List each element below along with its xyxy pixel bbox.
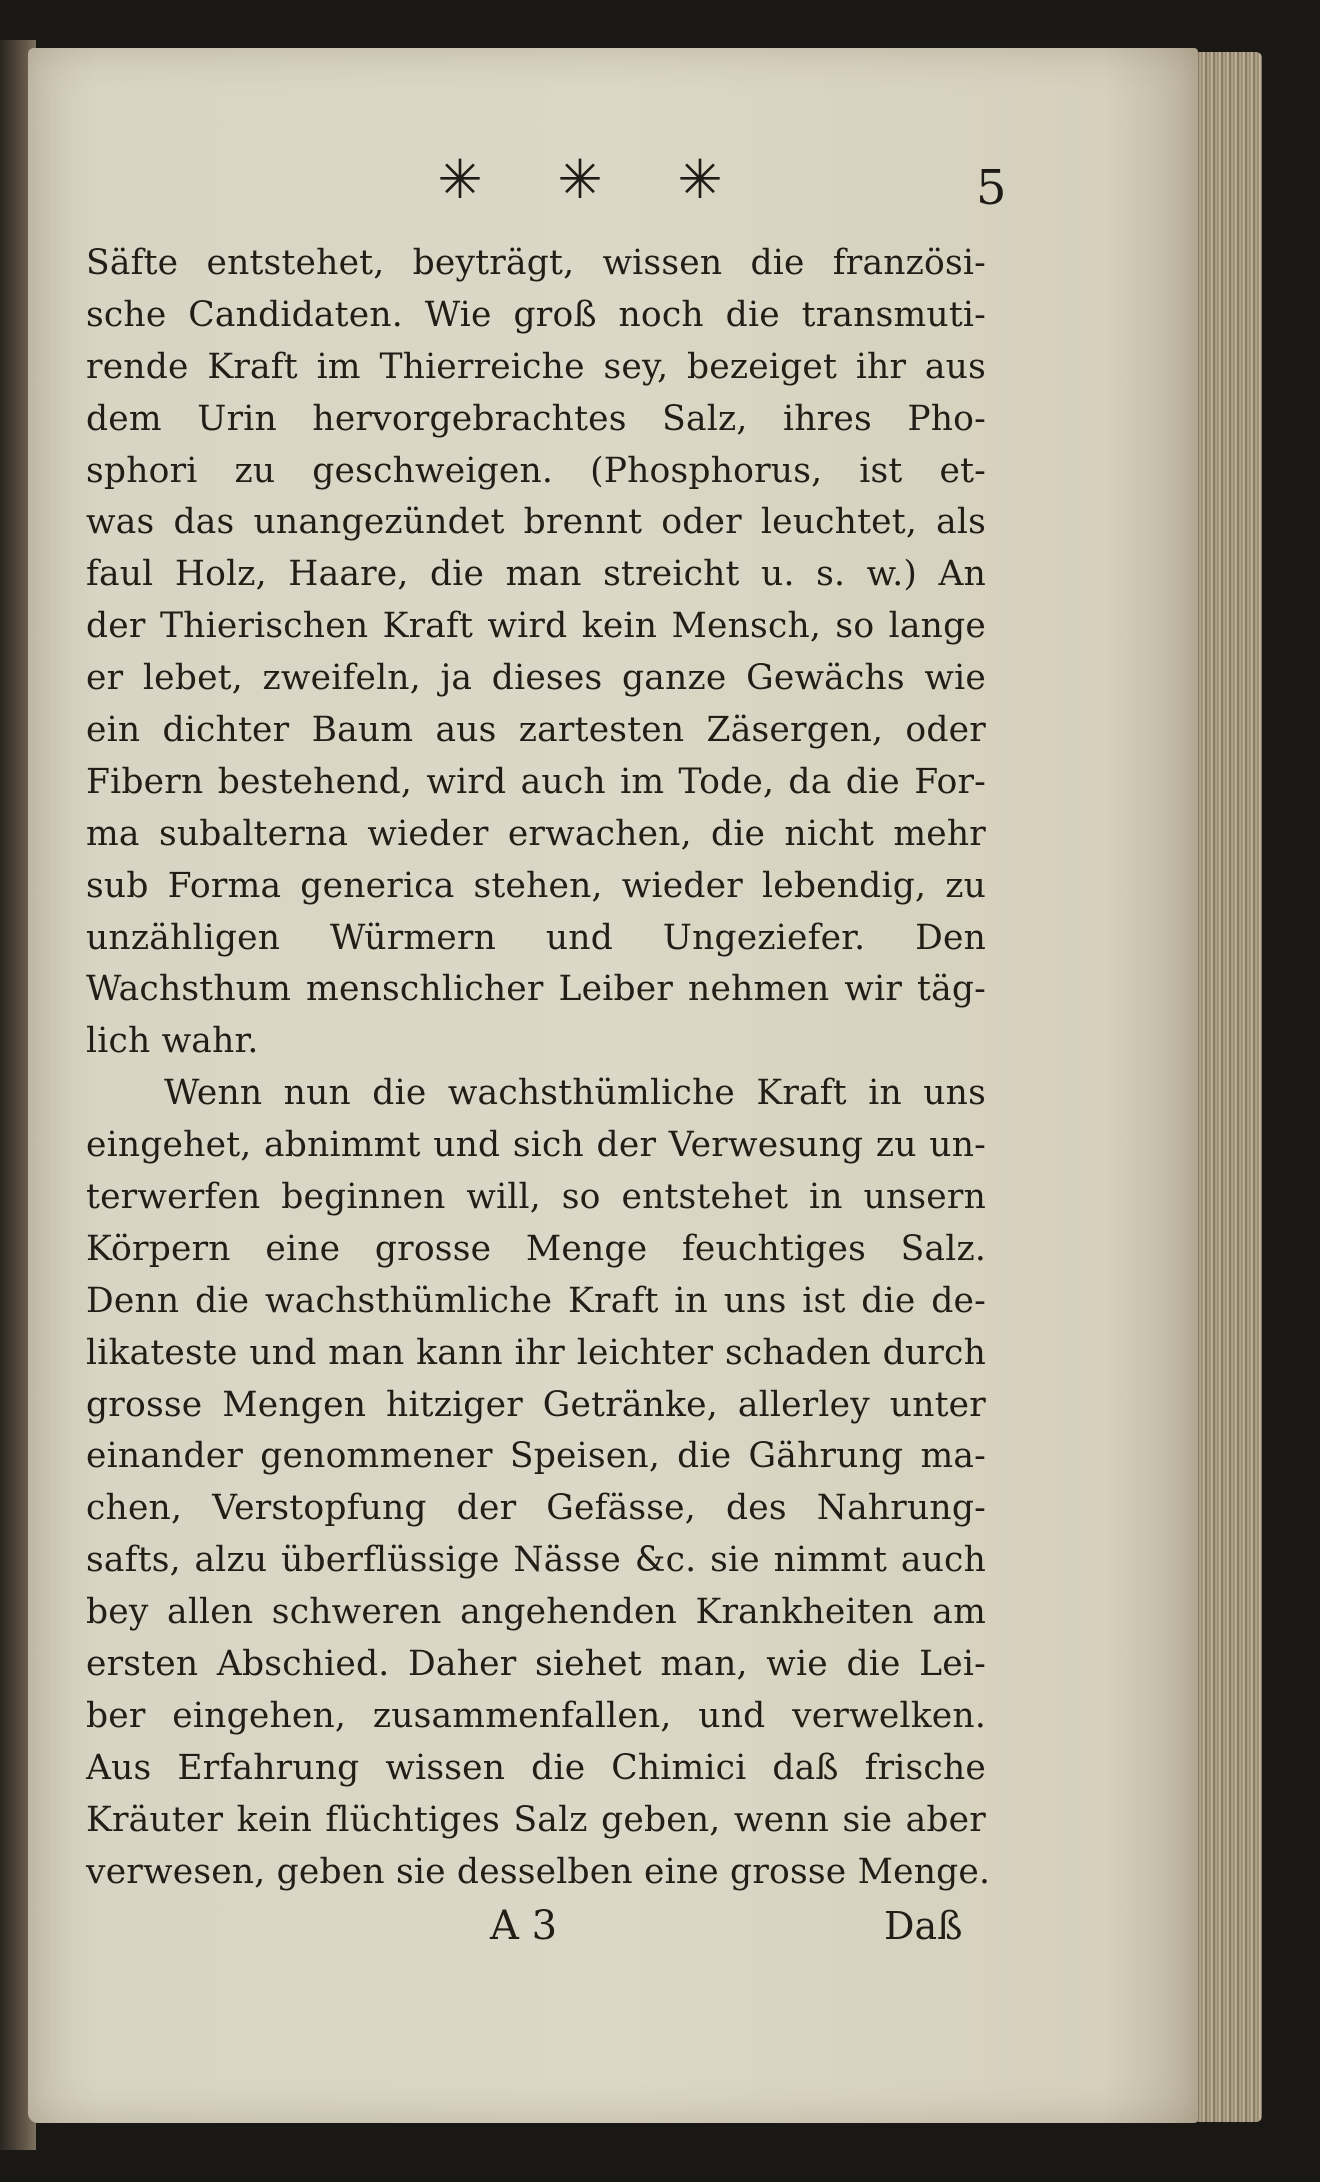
text-line: sub Forma generica stehen, wieder lebendig, zu [86,865,986,906]
text-line: safts, alzu überflüssige Nässe &c. sie nimmt auch [86,1540,986,1581]
text-line: lich wahr. [86,1021,259,1062]
text-line: der Thierischen Kraft wird kein Mensch, so lange [86,606,986,647]
catchword: Daß [884,1904,963,1948]
text-line: Denn die wachsthümliche Kraft in uns ist die de- [86,1280,986,1321]
text-line: ber eingehen, zusammenfallen, und verwelken. [86,1695,986,1736]
asterism-icon: ✳ [677,148,723,211]
text-line: bey allen schweren angehenden Krankheiten am [86,1592,986,1633]
text-line: sphori zu geschweigen. (Phosphorus, ist et- [86,450,986,491]
text-line: verwesen, geben sie desselben eine grosse Menge. [86,1851,991,1892]
text-line: ma subalterna wieder erwachen, die nicht mehr [86,813,986,854]
text-line: chen, Verstopfung der Gefässe, des Nahrung- [86,1488,986,1529]
page-stack-edge [1190,52,1262,2122]
text-line: ersten Abschied. Daher siehet man, wie die Lei- [86,1644,986,1685]
page-number: 5 [976,160,1007,216]
asterism-icon: ✳ [557,148,603,211]
text-line: Wenn nun die wachsthümliche Kraft in uns [164,1073,986,1114]
signature-mark: A 3 [490,1903,558,1949]
text-line: terwerfen beginnen will, so entstehet in unsern [86,1177,986,1218]
text-line: was das unangezündet brennt oder leuchtet, als [86,502,986,543]
body-text [86,238,991,1899]
text-line: Kräuter kein flüchtiges Salz geben, wenn sie aber [86,1799,986,1840]
text-line: Säfte entstehet, beyträgt, wissen die französi- [86,243,986,283]
text-line: Wachsthum menschlicher Leiber nehmen wir täg- [86,969,986,1010]
text-line: Aus Erfahrung wissen die Chimici daß frische [86,1747,986,1788]
text-line: eingehet, abnimmt und sich der Verwesung zu un- [86,1125,986,1166]
text-line: likateste und man kann ihr leichter schaden durch [86,1332,986,1373]
asterism-icon: ✳ [437,148,483,211]
text-line: unzähligen Würmern und Ungeziefer. Den [86,917,986,958]
text-line: dem Urin hervorgebrachtes Salz, ihres Pho- [86,398,986,439]
text-line: faul Holz, Haare, die man streicht u. s. w.) An [86,554,986,595]
header-ornaments [430,150,730,210]
text-line: Fibern bestehend, wird auch im Tode, da die For- [86,761,986,802]
text-line: er lebet, zweifeln, ja dieses ganze Gewächs wie [86,658,986,699]
text-line: sche Candidaten. Wie groß noch die transmuti- [86,294,986,335]
text-line: Körpern eine grosse Menge feuchtiges Salz. [86,1228,986,1269]
text-line: ein dichter Baum aus zartesten Zäsergen, oder [86,710,986,751]
text-line: einander genommener Speisen, die Gährung ma- [86,1436,986,1477]
text-line: grosse Mengen hitziger Getränke, allerley unter [86,1384,986,1425]
text-line: rende Kraft im Thierreiche sey, bezeiget ihr aus [86,346,986,387]
